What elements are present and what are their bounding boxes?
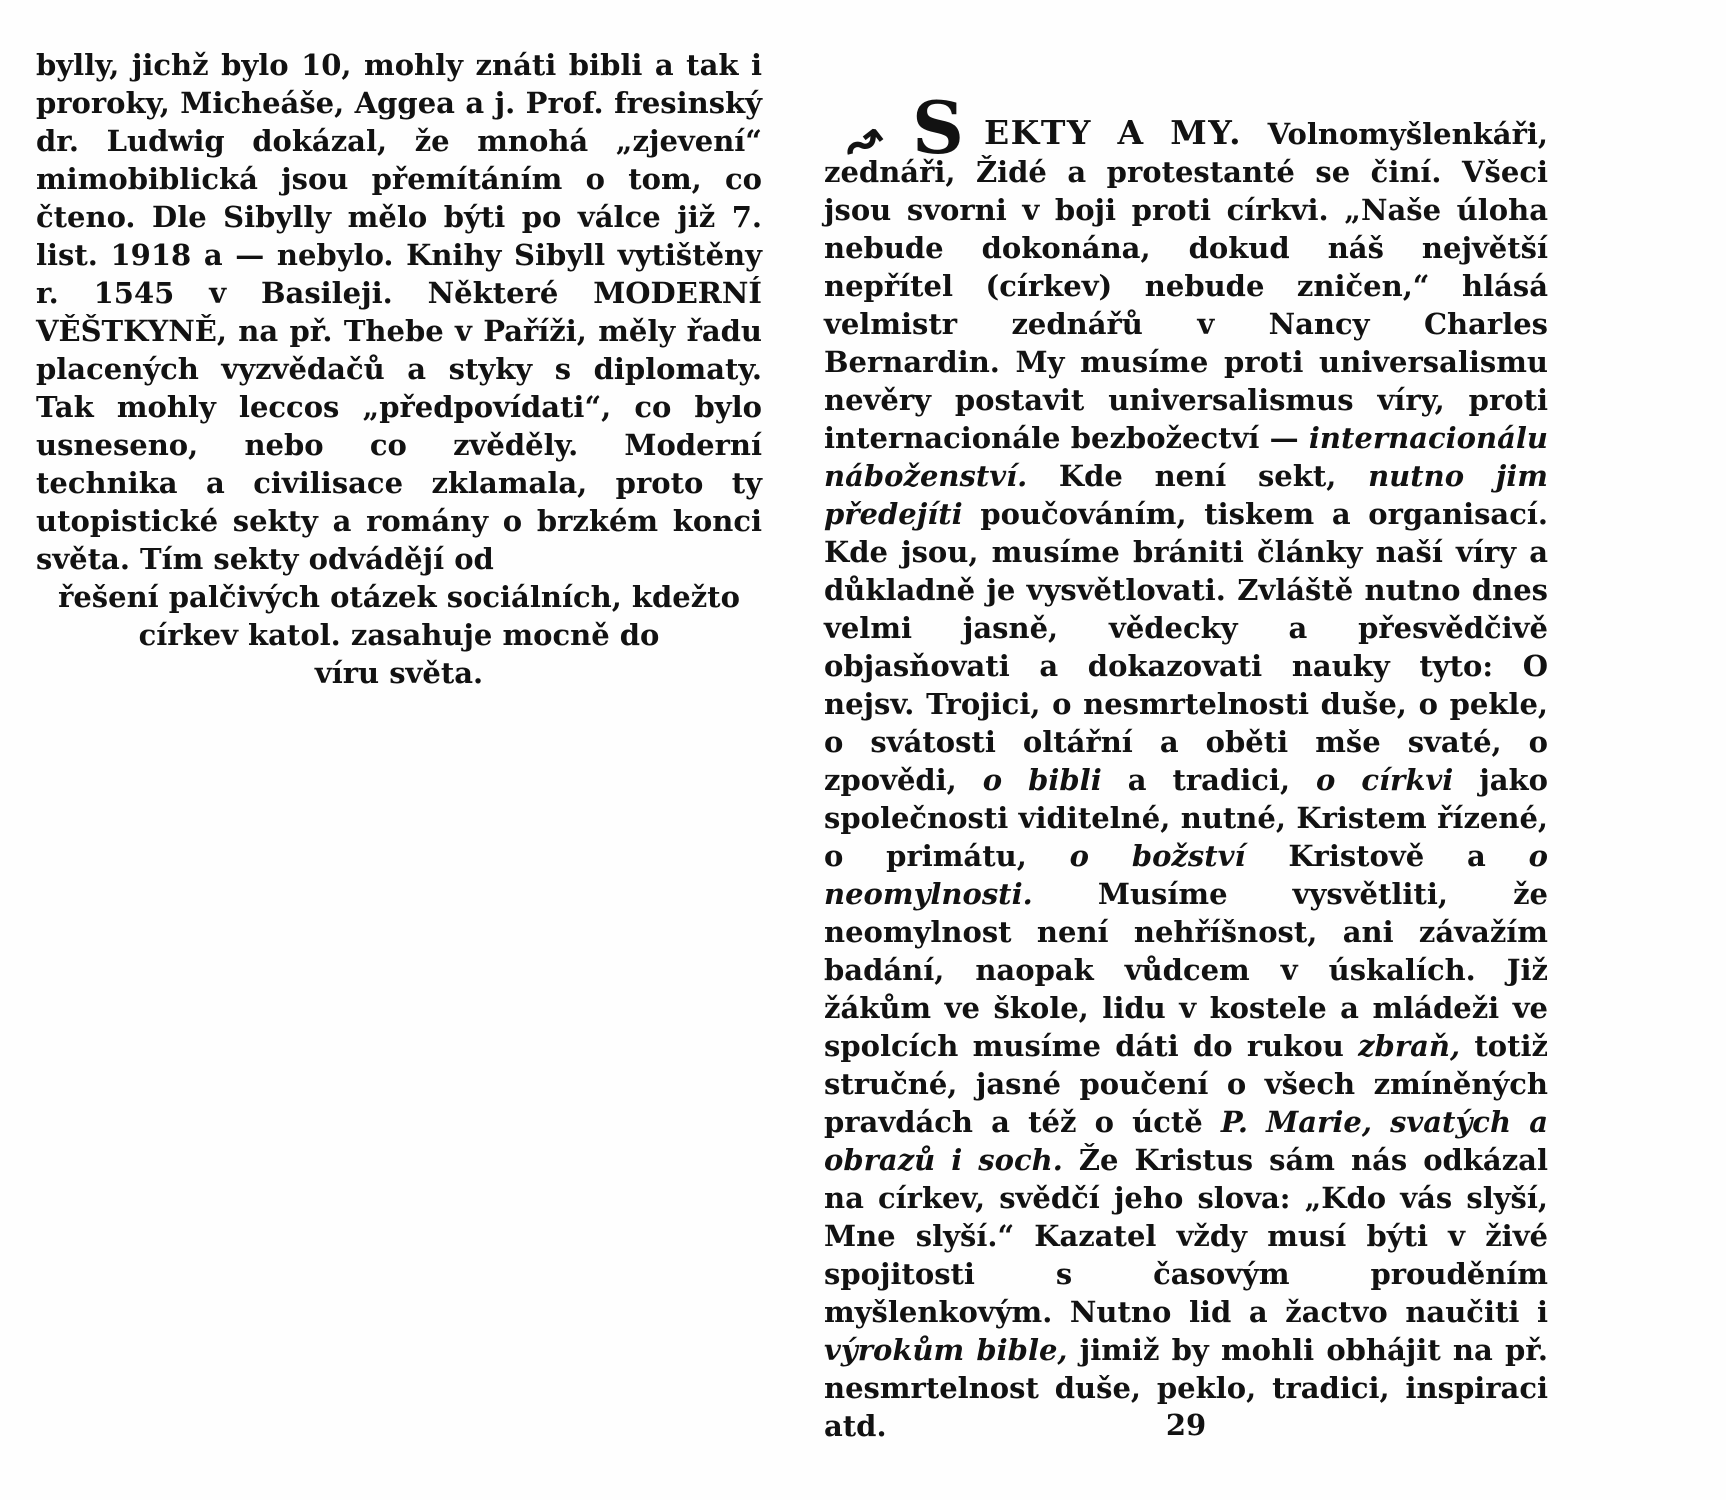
text-segment-normal: Že Kristus sám nás odkázal na církev, svědčí jeho slova: „Kdo vás slyší, Mne slyší.“ Kazatel vždy musí býti v živé spojitosti s časovým prouděním myšlenkovým. Nutno lid a žactvo naučiti i [824, 1143, 1548, 1329]
text-segment-normal: a tradici, [1101, 763, 1317, 797]
text-segment-normal: Musíme vysvětliti, že neomylnost není nehříšnost, ani závažím badání, naopak vůdcem v úskalích. Již žákům ve škole, lidu v kostele a mládeži ve spolcích musíme dáti do rukou [824, 877, 1548, 1063]
vine-arrow-ornament-icon: ↝ [829, 107, 894, 175]
text-segment-italic: zbraň, [1358, 1029, 1461, 1063]
left-column [36, 46, 762, 692]
centered-line: církev katol. zasahuje mocně do [138, 618, 660, 652]
centered-line: víru světa. [314, 656, 484, 690]
text-segment-normal: jimiž by mohli obhájit na př. nesmrtelnost duše, peklo, tradici, inspiraci atd. [824, 1333, 1548, 1443]
text-segment-normal: totiž stručné, jasné poučení o všech zmíněných pravdách a též o úctě [824, 1029, 1549, 1139]
text-segment-normal: jako společnosti viditelné, nutné, Kristem řízené, o primátu, [824, 763, 1548, 873]
centered-line: řešení palčivých otázek sociálních, kdežto [58, 580, 740, 614]
text-segment-italic: P. Marie, svatých a obrazů i soch. [824, 1105, 1549, 1177]
left-column-paragraph: bylly, jichž bylo 10, mohly znáti bibli a tak i proroky, Micheáše, Aggea a j. Prof. fresinský dr. Ludwig dokázal, že mnohá „zjevení“ mimobiblická jsou přemítáním o tom, co čteno. Dle Sibylly mělo býti po válce již 7. list. 1918 a — nebylo. Knihy Sibyll vytištěny r. 1545 v Basileji. Některé MODERNÍ VĚŠTKYNĚ, na př. Thebe v Paříži, měly řadu placených vyzvědačů a styky s diplomaty. Tak mohly leccos „předpovídati“, co bylo usneseno, nebo co zvěděly. Moderní technika a civilisace zklamala, proto ty utopistické sekty a romány o brzkém konci světa. Tím sekty odvádějí od [36, 48, 762, 576]
left-column-centered-block [36, 578, 762, 692]
text-segment-normal: Kristově a [1245, 839, 1529, 873]
page-number: 29 [1165, 1408, 1207, 1442]
text-segment-italic: o neomylnosti. [824, 839, 1548, 911]
text-segment-normal: Volnomyšlenkáři, zednáři, Židé a protestanté se činí. Všeci jsou svorni v boji proti církvi. „Naše úloha nebude dokonána, dokud náš největší nepřítel (církev) nebude zničen,“ hlásá velmistr zednářů v Nancy Charles Bernardin. My musíme proti universalismu nevěry postavit universalismus víry, proti internacionále bezbožectví — [824, 117, 1548, 455]
right-column [824, 85, 1549, 1445]
text-segment-italic: o církvi [1316, 763, 1454, 797]
text-segment-normal: Kde není sekt, [1027, 459, 1369, 493]
text-segment-italic: o bibli [982, 763, 1102, 797]
text-segment-italic: výrokům bible, [824, 1333, 1068, 1367]
initial-cap-letter: S [912, 85, 964, 170]
text-segment-italic: internacionálu náboženství. [824, 421, 1548, 493]
right-column-paragraph [824, 85, 1549, 1445]
text-segment-italic: o božství [1069, 839, 1246, 873]
text-segment-italic: nutno jim předejíti [824, 459, 1548, 531]
text-segment-normal: poučováním, tiskem a organisací. Kde jsou, musíme brániti články naší víry a důkladně je vysvětlovati. Zvláště nutno dnes velmi jasně, vědecky a přesvědčivě objasňovati a dokazovati nauky tyto: O nejsv. Trojici, o nesmrtelnosti duše, o pekle, o svátosti oltářní a oběti mše svaté, o zpovědi, [824, 497, 1548, 797]
right-column-text [824, 113, 1549, 1443]
text-segment-caps: EKTY A MY. [984, 113, 1268, 152]
